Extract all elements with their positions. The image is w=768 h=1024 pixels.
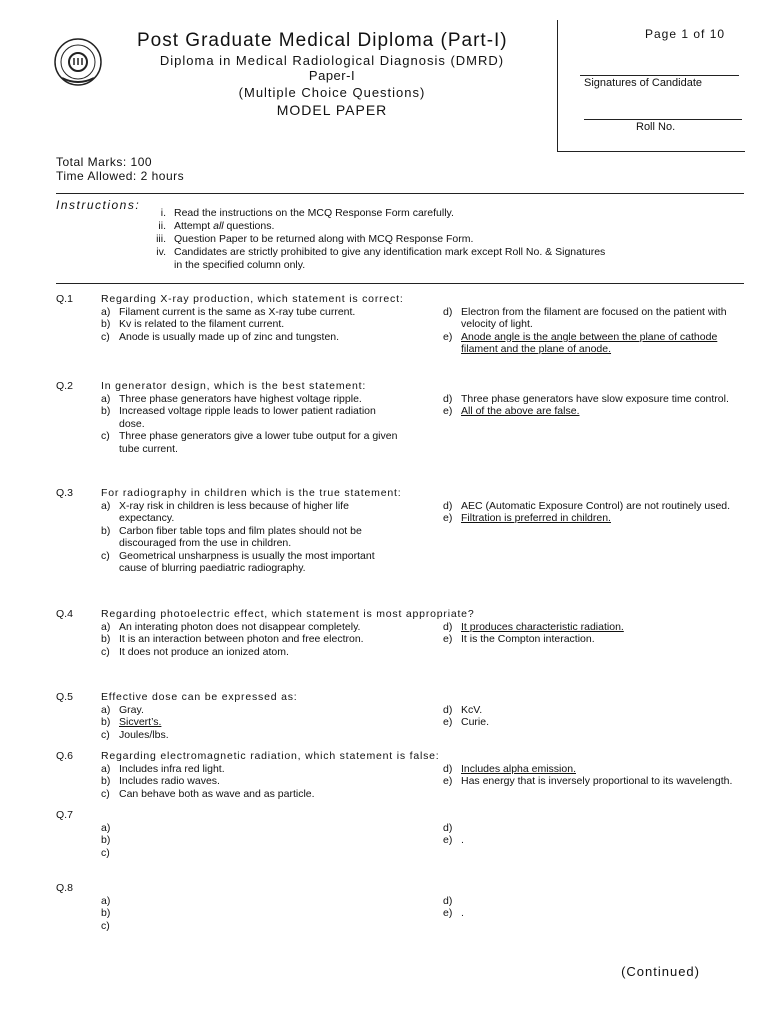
option-letter: e) (443, 716, 453, 728)
options-column-right (443, 621, 743, 646)
option-item (101, 306, 401, 319)
signature-box-bottom (557, 151, 745, 152)
correct-option-text: Filtration is preferred in children. (461, 512, 611, 524)
option-text: It is an interaction between photon and free electron. (119, 633, 364, 645)
option-item (101, 430, 401, 455)
correct-option-text: Includes alpha emission. (461, 762, 576, 775)
option-item (101, 331, 401, 344)
options-column-left (101, 621, 401, 659)
question-stem: Regarding electromagnetic radiation, which statement is false: (101, 750, 440, 762)
option-item (101, 834, 401, 847)
divider (56, 283, 744, 284)
option-item (443, 907, 743, 920)
roll-number-label: Roll No. (636, 121, 676, 133)
option-text: Joules/lbs. (119, 728, 169, 741)
option-text: KcV. (461, 703, 483, 716)
option-item (443, 633, 743, 646)
option-item (101, 525, 401, 550)
option-item (101, 633, 401, 646)
option-text: Has energy that is inversely proportional to its wavelength. (461, 775, 733, 787)
option-text: Increased voltage ripple leads to lower patient radiation dose. (119, 405, 376, 430)
option-text: It is the Compton interaction. (461, 633, 595, 645)
options-column-right (443, 306, 743, 356)
signature-line (580, 75, 739, 76)
correct-option-text: All of the above are false. (461, 405, 580, 417)
question-stem: For radiography in children which is the true statement: (101, 487, 402, 499)
option-item (443, 716, 743, 729)
option-letter: d) (443, 499, 453, 512)
option-letter: c) (101, 787, 110, 800)
option-letter: d) (443, 894, 453, 907)
option-letter: a) (101, 703, 111, 716)
option-letter: a) (101, 894, 111, 907)
option-letter: e) (443, 834, 453, 846)
page-number: Page 1 of 10 (645, 27, 726, 41)
question-stem: Regarding X-ray production, which statement is correct: (101, 293, 404, 305)
option-text: Gray. (119, 703, 144, 716)
university-seal-icon (54, 38, 102, 86)
option-text: Geometrical unsharpness is usually the most important cause of blurring paediatric radiography. (119, 549, 375, 574)
option-letter: b) (101, 907, 111, 919)
option-letter: e) (443, 512, 453, 524)
option-text: Curie. (461, 716, 490, 728)
option-letter: e) (443, 330, 453, 343)
option-item (443, 704, 743, 717)
option-item (101, 847, 401, 860)
total-marks: Total Marks: 100 (56, 155, 153, 169)
options-column-right (443, 763, 743, 788)
option-item (101, 621, 401, 634)
question-number: Q.1 (56, 293, 73, 305)
option-letter: c) (101, 330, 110, 343)
options-column-left (101, 704, 401, 742)
model-paper-label: MODEL PAPER (276, 102, 388, 118)
paper-type: (Multiple Choice Questions) (238, 85, 426, 100)
option-letter: a) (101, 762, 111, 775)
option-letter: d) (443, 703, 453, 716)
option-letter: e) (443, 907, 453, 919)
option-text: It does not produce an ionized atom. (119, 645, 289, 658)
options-column-right (443, 822, 743, 847)
option-letter: b) (101, 318, 111, 330)
option-item (443, 500, 743, 513)
option-item (101, 920, 401, 933)
question-number: Q.3 (56, 487, 73, 499)
option-letter: b) (101, 633, 111, 645)
question-number: Q.4 (56, 608, 73, 620)
option-letter: d) (443, 620, 453, 633)
option-letter: b) (101, 405, 111, 417)
option-letter: c) (101, 430, 110, 442)
option-letter: a) (101, 821, 111, 834)
option-item (443, 895, 743, 908)
options-column-left (101, 763, 401, 801)
option-item (101, 704, 401, 717)
question-number: Q.2 (56, 380, 73, 392)
option-item (101, 788, 401, 801)
option-text (461, 822, 743, 835)
option-item (101, 716, 401, 729)
option-item (443, 331, 743, 356)
option-item (101, 318, 401, 331)
option-letter: d) (443, 762, 453, 775)
question-number: Q.5 (56, 691, 73, 703)
option-letter: d) (443, 392, 453, 405)
exam-meta (56, 155, 184, 183)
correct-option-text: It produces characteristic radiation. (461, 620, 624, 633)
option-item (101, 822, 401, 835)
option-item (101, 393, 401, 406)
options-column-left (101, 393, 401, 456)
option-item (443, 763, 743, 776)
instructions-heading: Instructions: (56, 198, 141, 212)
option-item (443, 405, 743, 418)
option-text (461, 895, 743, 908)
option-item (101, 907, 401, 920)
option-item (443, 621, 743, 634)
options-column-right (443, 393, 743, 418)
option-item (443, 306, 743, 331)
option-text: Filament current is the same as X-ray tube current. (119, 305, 356, 318)
option-text (119, 834, 401, 847)
option-item (101, 646, 401, 659)
option-text (119, 822, 401, 835)
question-number: Q.7 (56, 809, 73, 821)
paper-title: Post Graduate Medical Diploma (Part-I) (137, 30, 508, 51)
instruction-item: i. Read the instructions on the MCQ Response Form carefully. (160, 207, 454, 219)
option-text (119, 847, 401, 860)
option-item (101, 763, 401, 776)
option-letter: a) (101, 305, 111, 318)
option-letter: b) (101, 524, 111, 537)
option-letter: d) (443, 305, 453, 318)
option-item (443, 775, 743, 788)
option-text: AEC (Automatic Exposure Control) are not routinely used. (461, 499, 731, 512)
option-text: Kv is related to the filament current. (119, 318, 285, 330)
instruction-text: Attempt all questions. (174, 220, 275, 232)
options-column-left (101, 895, 401, 933)
option-item (443, 822, 743, 835)
option-text: Includes radio waves. (119, 775, 220, 787)
option-item (101, 405, 401, 430)
question-stem: Effective dose can be expressed as: (101, 691, 298, 703)
options-column-left (101, 822, 401, 860)
option-text: Three phase generators give a lower tube output for a given tube current. (119, 430, 398, 455)
question-stem: Regarding photoelectric effect, which statement is most appropriate? (101, 608, 475, 620)
options-column-left (101, 306, 401, 344)
option-letter: e) (443, 633, 453, 645)
options-column-right (443, 895, 743, 920)
paper-number: Paper-I (308, 68, 356, 83)
question-stem: In generator design, which is the best statement: (101, 380, 367, 392)
option-item (101, 500, 401, 525)
option-letter: c) (101, 549, 110, 562)
question-number: Q.8 (56, 882, 73, 894)
option-text: Three phase generators have highest voltage ripple. (119, 392, 362, 405)
option-item (101, 895, 401, 908)
option-letter: c) (101, 846, 110, 859)
option-item (101, 729, 401, 742)
option-text: . (461, 907, 464, 919)
options-column-right (443, 500, 743, 525)
option-letter: c) (101, 645, 110, 658)
options-column-right (443, 704, 743, 729)
time-allowed: Time Allowed: 2 hours (56, 169, 185, 183)
option-text: X-ray risk in children is less because of higher life expectancy. (119, 499, 349, 524)
option-text: Electron from the filament are focused on the patient with velocity of light. (461, 305, 727, 330)
option-item (443, 512, 743, 525)
option-letter: c) (101, 919, 110, 932)
continued-label: (Continued) (621, 964, 700, 979)
option-letter: d) (443, 821, 453, 834)
option-text (119, 920, 401, 933)
instructions-list (142, 207, 614, 272)
option-item (443, 834, 743, 847)
option-item (101, 550, 401, 575)
option-item (101, 775, 401, 788)
option-text: Can behave both as wave and as particle. (119, 787, 315, 800)
option-text: Three phase generators have slow exposure time control. (461, 392, 729, 405)
instruction-item: iv. Candidates are strictly prohibited to give any identification mark except Roll No. & Signatures in the specified column only. (156, 246, 606, 271)
options-column-left (101, 500, 401, 575)
option-letter: b) (101, 775, 111, 787)
option-text: Anode is usually made up of zinc and tungsten. (119, 330, 340, 343)
divider (56, 193, 744, 194)
paper-subtitle: Diploma in Medical Radiological Diagnosis (DMRD) (159, 53, 505, 68)
correct-option-text: Anode angle is the angle between the plane of cathode filament and the plane of anode. (461, 330, 718, 355)
option-item (443, 393, 743, 406)
option-text: An interating photon does not disappear completely. (119, 620, 361, 633)
option-text (119, 907, 401, 920)
option-letter: a) (101, 620, 111, 633)
option-letter: b) (101, 716, 111, 728)
option-letter: b) (101, 834, 111, 846)
option-text: . (461, 834, 464, 846)
option-letter: e) (443, 775, 453, 787)
option-letter: e) (443, 405, 453, 417)
option-text: Carbon fiber table tops and film plates should not be discouraged from the use in children. (119, 524, 362, 549)
option-text: Includes infra red light. (119, 762, 225, 775)
roll-number-line (584, 119, 742, 120)
option-letter: a) (101, 499, 111, 512)
option-letter: a) (101, 392, 111, 405)
instruction-item: iii. Question Paper to be returned along with MCQ Response Form. (156, 233, 474, 245)
signature-box-divider (557, 20, 558, 151)
signature-label: Signatures of Candidate (584, 77, 703, 89)
option-letter: c) (101, 728, 110, 741)
instruction-item: ii. Attempt all questions. (158, 220, 275, 232)
question-number: Q.6 (56, 750, 73, 762)
option-text (119, 895, 401, 908)
correct-option-text: Sicvert’s. (119, 716, 162, 728)
